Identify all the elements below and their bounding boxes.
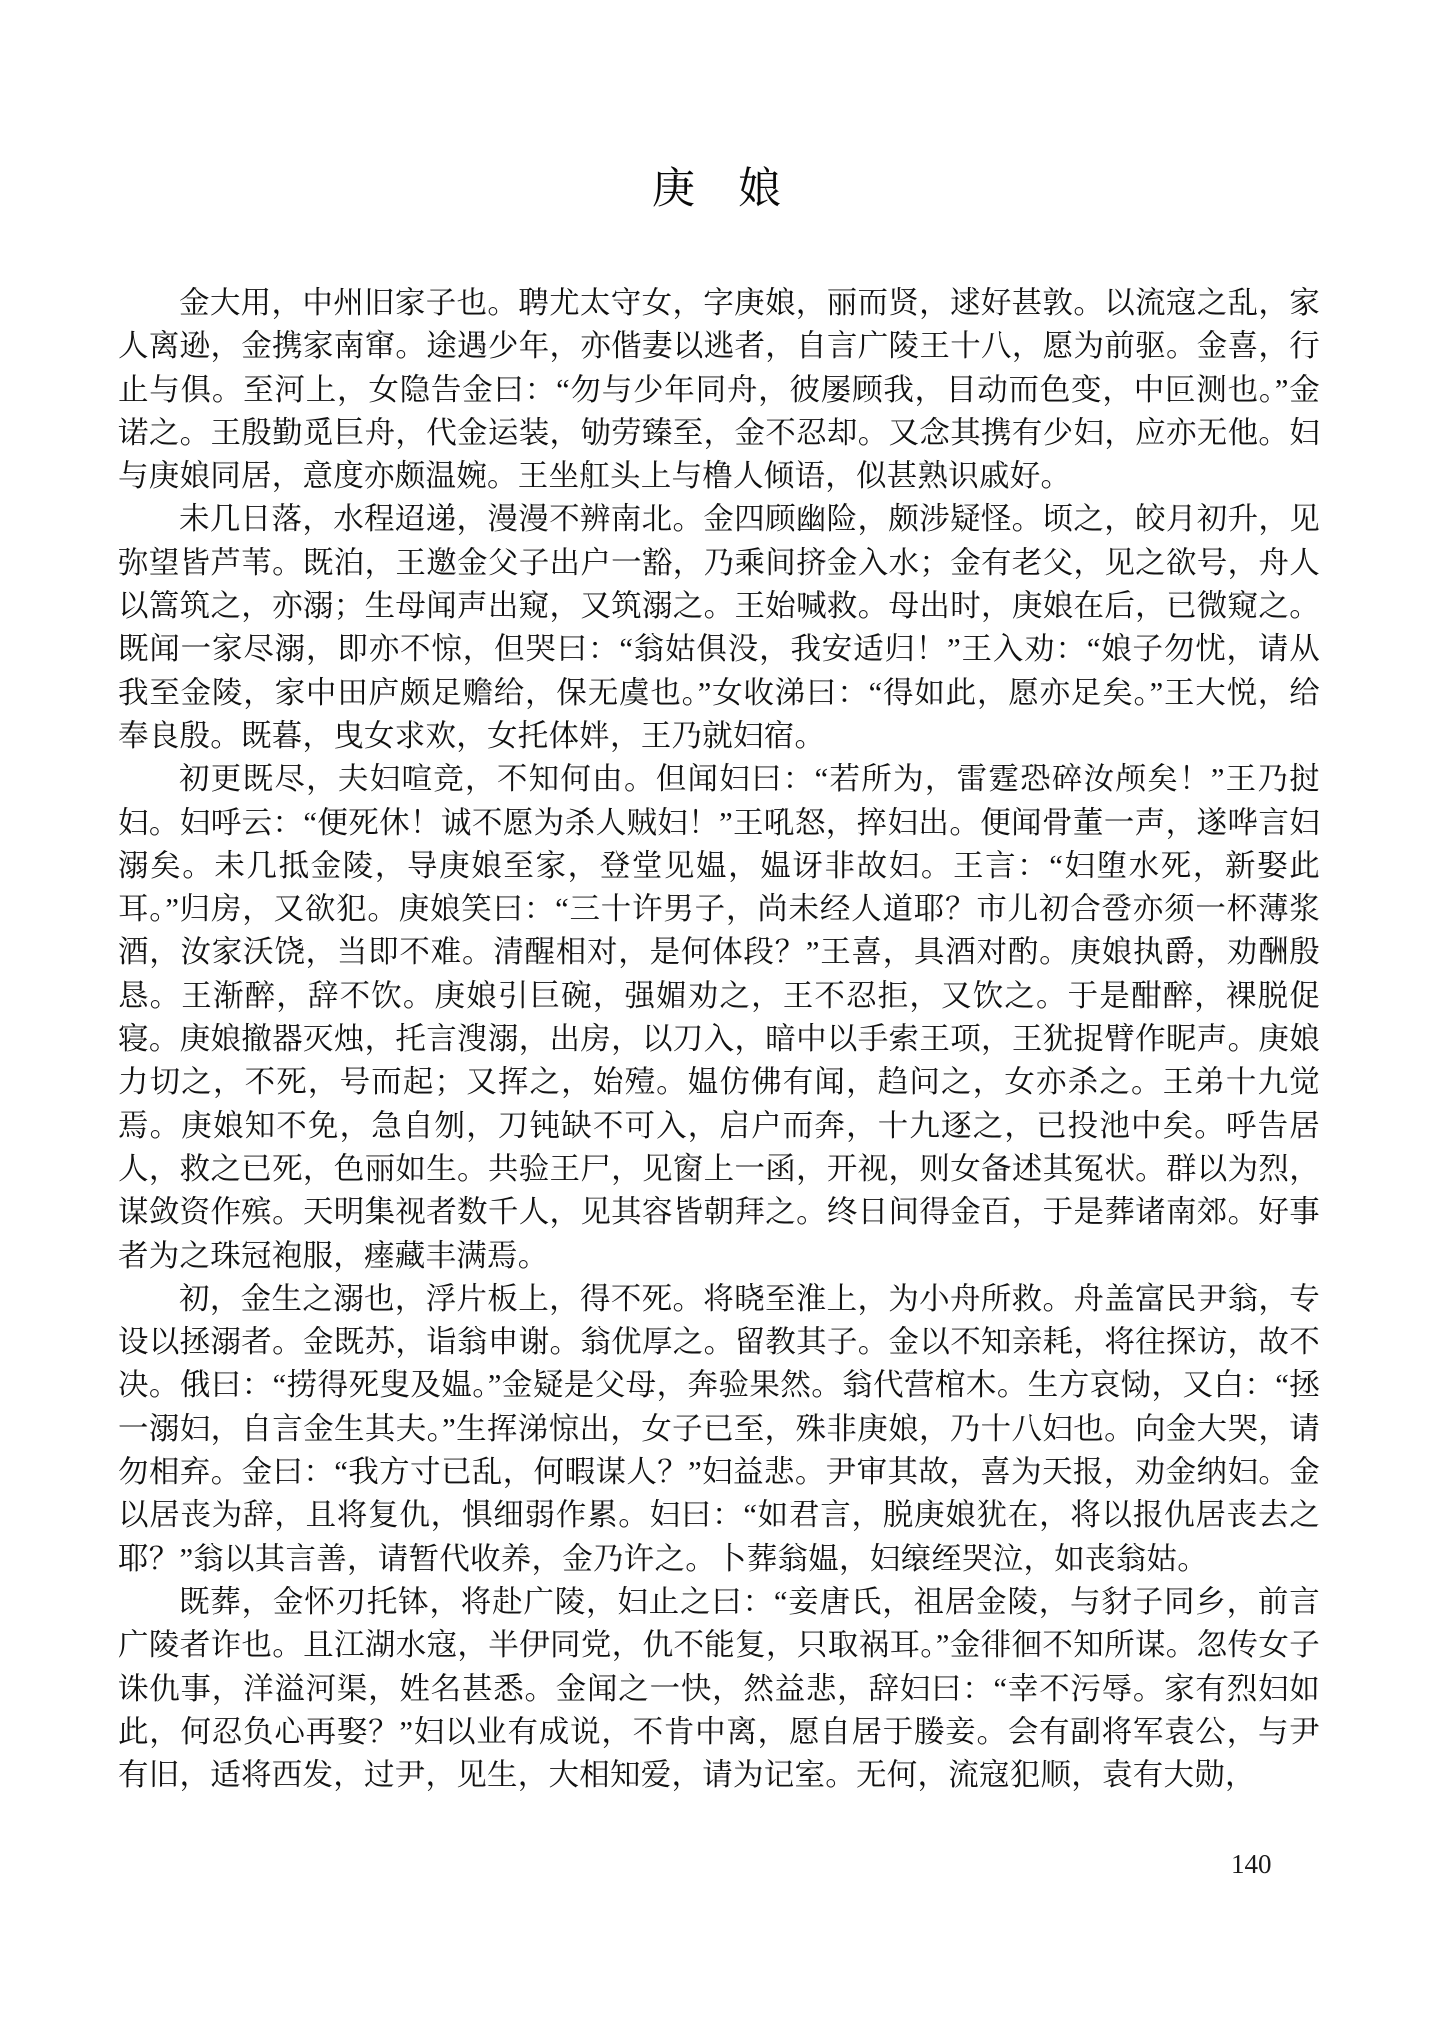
page-number: 140 xyxy=(1231,1849,1272,1879)
story-paragraph: 初，金生之溺也，浮片板上，得不死。将晓至淮上，为小舟所救。舟盖富民尹翁，专设以拯溺者。金既苏，诣翁申谢。翁优厚之。留教其子。金以不知亲耗，将往探访，故不决。俄曰：“捞得死叟及媪。”金疑是父母，奔验果然。翁代营棺木。生方哀恸，又白：“拯一溺妇，自言金生其夫。”生挥涕惊出，女子已至，殊非庚娘，乃十八妇也。向金大哭，请勿相弃。金曰：“我方寸已乱，何暇谋人？”妇益悲。尹审其故，喜为天报，劝金纳妇。金以居丧为辞，且将复仇，惧细弱作累。妇曰：“如君言，脱庚娘犹在，将以报仇居丧去之耶？”翁以其言善，请暂代收养，金乃许之。卜葬翁媪，妇缞绖哭泣，如丧翁姑。 xyxy=(118,1281,1320,1576)
story-paragraph: 金大用，中州旧家子也。聘尤太守女，字庚娘，丽而贤，逑好甚敦。以流寇之乱，家人离逊，金携家南窜。途遇少年，亦偕妻以逃者，自言广陵王十八，愿为前驱。金喜，行止与俱。至河上，女隐告金曰：“勿与少年同舟，彼屡顾我，目动而色变，中叵测也。”金诺之。王殷勤觅巨舟，代金运装，劬劳臻至，金不忍却。又念其携有少妇，应亦无他。妇与庚娘同居，意度亦颇温婉。王坐舡头上与橹人倾语，似甚熟识戚好。 xyxy=(118,286,1320,494)
story-paragraph: 既葬，金怀刃托钵，将赴广陵，妇止之曰：“妾唐氏，祖居金陵，与豺子同乡，前言广陵者诈也。且江湖水寇，半伊同党，仇不能复，只取祸耳。”金徘徊不知所谋。忽传女子诛仇事，洋溢河渠，姓名甚悉。金闻之一快，然益悲，辞妇曰：“幸不污辱。家有烈妇如此，何忍负心再娶？”妇以业有成说，不肯中离，愿自居于媵妾。会有副将军袁公，与尹有旧，适将西发，过尹，见生，大相知爱，请为记室。无何，流寇犯顺，袁有大勋， xyxy=(118,1584,1320,1793)
page-title: 庚 娘 xyxy=(652,166,781,213)
story-paragraph: 初更既尽，夫妇喧竞，不知何由。但闻妇曰：“若所为，雷霆恐碎汝颅矣！”王乃挝妇。妇呼云：“便死休！诚不愿为杀人贼妇！”王吼怒，捽妇出。便闻骨董一声，遂哗言妇溺矣。未几抵金陵，导庚娘至家，登堂见媪，媪讶非故妇。王言：“妇堕水死，新娶此耳。”归房，又欲犯。庚娘笑曰：“三十许男子，尚未经人道耶？市儿初合卺亦须一杯薄浆酒，汝家沃饶，当即不难。清醒相对，是何体段？”王喜，具酒对酌。庚娘执爵，劝酬殷恳。王渐醉，辞不饮。庚娘引巨碗，强媚劝之，王不忍拒，又饮之。于是酣醉，裸脱促寝。庚娘撤器灭烛，托言溲溺，出房，以刀入，暗中以手索王项，王犹捉臂作昵声。庚娘力切之，不死，号而起；又挥之，始殪。媪仿佛有闻，趋问之，女亦杀之。王弟十九觉焉。庚娘知不免，急自刎，刀钝缺不可入，启户而奔，十九逐之，已投池中矣。呼告居人，救之已死，色丽如生。共验王尸，见窗上一函，开视，则女备述其冤状。群以为烈，谋敛资作殡。天明集视者数千人，见其容皆朝拜之。终日间得金百，于是葬诸南郊。好事者为之珠冠袍服，瘗藏丰满焉。 xyxy=(118,762,1320,1273)
story-body xyxy=(118,282,1320,1797)
story-paragraph: 未几日落，水程迢递，漫漫不辨南北。金四顾幽险，颇涉疑怪。顷之，皎月初升，见弥望皆芦苇。既泊，王邀金父子出户一豁，乃乘间挤金入水；金有老父，见之欲号，舟人以篙筑之，亦溺；生母闻声出窥，又筑溺之。王始喊救。母出时，庚娘在后，已微窥之。既闻一家尽溺，即亦不惊，但哭曰：“翁姑俱没，我安适归！”王入劝：“娘子勿忧，请从我至金陵，家中田庐颇足赡给，保无虞也。”女收涕曰：“得如此，愿亦足矣。”王大悦，给奉良殷。既暮，曳女求欢，女托体姅，王乃就妇宿。 xyxy=(118,502,1320,753)
